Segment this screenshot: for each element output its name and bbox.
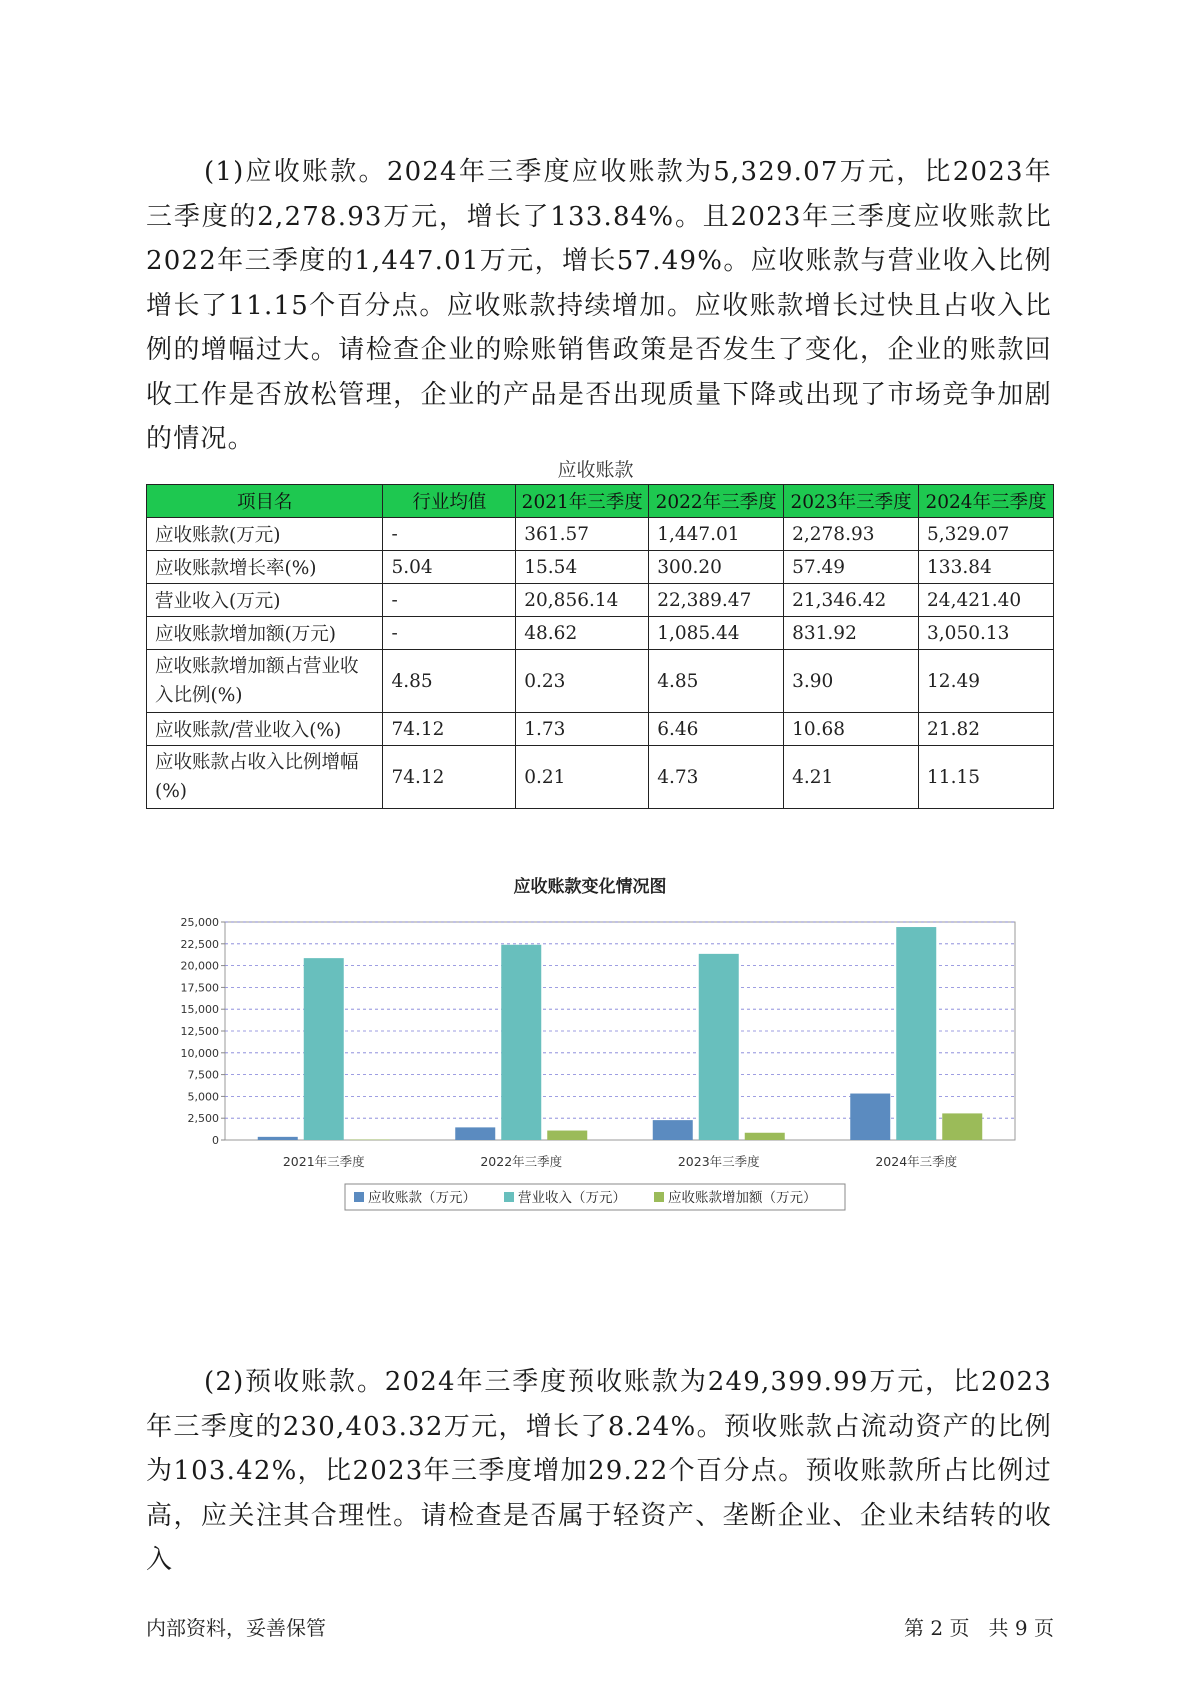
paragraph-advance-receipts-text: (2)预收账款。2024年三季度预收账款为249,399.99万元，比2023年三季度的230,403.32万元，增长了8.24%。预收账款占流动资产的比例为103.42%，比2023年三季度增加29.22个百分点。预收账款所占比例过高，应关注其合理性。请检查是否属于轻资产、垄断企业、企业未结转的收入 — [146, 1367, 1052, 1575]
bar — [699, 954, 739, 1140]
bar — [942, 1113, 982, 1140]
bar — [350, 1140, 390, 1141]
table-cell: 0.23 — [516, 650, 649, 713]
table-row — [147, 617, 1054, 650]
row-label: 应收账款增长率(%) — [147, 551, 383, 584]
y-tick-label: 15,000 — [180, 1003, 219, 1017]
table-cell: 11.15 — [919, 746, 1054, 809]
table-row — [147, 713, 1054, 746]
y-tick-label: 7,500 — [187, 1068, 219, 1082]
table-cell: 1,085.44 — [649, 617, 784, 650]
row-label: 应收账款增加额占营业收入比例(%) — [147, 650, 383, 713]
row-label: 营业收入(万元) — [147, 584, 383, 617]
receivables-table — [146, 484, 1054, 809]
table-cell: 2,278.93 — [784, 518, 919, 551]
y-tick-label: 22,500 — [180, 937, 219, 951]
y-tick-label: 12,500 — [180, 1025, 219, 1038]
table-cell: 6.46 — [649, 713, 784, 746]
table-cell: 24,421.40 — [919, 584, 1054, 617]
row-label: 应收账款占收入比例增幅(%) — [147, 746, 383, 809]
table-cell: 21.82 — [919, 713, 1054, 746]
table-cell: 831.92 — [784, 617, 919, 650]
table-cell: - — [383, 617, 516, 650]
table-cell: 361.57 — [516, 518, 649, 551]
legend-label: 营业收入（万元） — [518, 1190, 626, 1206]
footer-confidential-note: 内部资料，妥善保管 — [146, 1616, 326, 1640]
table-cell: 12.49 — [919, 650, 1054, 713]
header-cell: 项目名 — [147, 485, 383, 518]
table-cell: 57.49 — [784, 551, 919, 584]
footer-page-number — [904, 1612, 1054, 1641]
legend-swatch — [654, 1192, 664, 1202]
x-tick-label: 2024年三季度 — [875, 1154, 958, 1169]
table-cell: 3.90 — [784, 650, 919, 713]
table-cell: 5.04 — [383, 551, 516, 584]
table-cell: 4.85 — [383, 650, 516, 713]
table-cell: 22,389.47 — [649, 584, 784, 617]
table-cell: 21,346.42 — [784, 584, 919, 617]
legend-swatch — [504, 1192, 514, 1202]
table-cell: 300.20 — [649, 551, 784, 584]
footer-page-text: 第 2 页 共 9 页 — [904, 1616, 1054, 1640]
header-cell: 行业均值 — [383, 485, 516, 518]
y-tick-label: 5,000 — [187, 1090, 219, 1104]
bar — [850, 1094, 890, 1140]
table-title: 应收账款 — [557, 459, 634, 481]
header-cell: 2022年三季度 — [649, 485, 784, 518]
table-cell: - — [383, 584, 516, 617]
x-tick-label: 2022年三季度 — [480, 1154, 563, 1169]
row-label: 应收账款(万元) — [147, 518, 383, 551]
table-cell: 4.21 — [784, 746, 919, 809]
bar — [896, 927, 936, 1140]
table-row — [147, 551, 1054, 584]
table-cell: 133.84 — [919, 551, 1054, 584]
table-cell: - — [383, 518, 516, 551]
bar — [304, 958, 344, 1140]
y-tick-label: 25,000 — [180, 916, 219, 929]
y-tick-label: 2,500 — [187, 1112, 219, 1126]
y-tick-label: 10,000 — [180, 1046, 219, 1060]
legend-label: 应收账款（万元） — [368, 1190, 476, 1206]
table-cell: 15.54 — [516, 551, 649, 584]
y-tick-label: 20,000 — [180, 959, 219, 973]
table-cell: 20,856.14 — [516, 584, 649, 617]
paragraph-receivables-text: (1)应收账款。2024年三季度应收账款为5,329.07万元，比2023年三季度的2,278.93万元，增长了133.84%。且2023年三季度应收账款比2022年三季度的1,447.01万元，增长57.49%。应收账款与营业收入比例增长了11.15个百分点。应收账款持续增加。应收账款增长过快且占收入比例的增幅过大。请检查企业的赊账销售政策是否发生了变化，企业的账款回收工作是否放松管理，企业的产品是否出现质量下降或出现了市场竞争加剧的情况。 — [146, 157, 1052, 454]
header-cell: 2021年三季度 — [516, 485, 649, 518]
bar — [258, 1137, 298, 1140]
table-cell: 1.73 — [516, 713, 649, 746]
header-cell: 2024年三季度 — [919, 485, 1054, 518]
chart-title: 应收账款变化情况图 — [513, 877, 667, 897]
table-header-row — [147, 485, 1054, 518]
table-row — [147, 518, 1054, 551]
table-cell: 48.62 — [516, 617, 649, 650]
table-cell: 74.12 — [383, 746, 516, 809]
table-cell: 5,329.07 — [919, 518, 1054, 551]
bar — [547, 1131, 587, 1140]
receivables-chart — [150, 865, 1030, 1325]
x-tick-label: 2021年三季度 — [282, 1154, 365, 1169]
y-tick-label: 0 — [212, 1134, 219, 1147]
bar — [653, 1120, 693, 1140]
table-cell: 4.85 — [649, 650, 784, 713]
table-row — [147, 746, 1054, 809]
table-row — [147, 650, 1054, 713]
row-label: 应收账款增加额(万元) — [147, 617, 383, 650]
row-label: 应收账款/营业收入(%) — [147, 713, 383, 746]
x-tick-label: 2023年三季度 — [677, 1154, 760, 1169]
chart-canvas — [150, 865, 1030, 1325]
table-cell: 74.12 — [383, 713, 516, 746]
y-tick-label: 17,500 — [180, 981, 219, 995]
table-cell: 1,447.01 — [649, 518, 784, 551]
paragraph-advance-receipts — [146, 1360, 1052, 1583]
bar — [501, 945, 541, 1140]
table-cell: 0.21 — [516, 746, 649, 809]
legend-label: 应收账款增加额（万元） — [668, 1190, 817, 1206]
legend-swatch — [354, 1192, 364, 1202]
bar — [455, 1127, 495, 1140]
table-row — [147, 584, 1054, 617]
table-cell: 4.73 — [649, 746, 784, 809]
paragraph-receivables — [146, 150, 1052, 462]
table-cell: 3,050.13 — [919, 617, 1054, 650]
bar — [745, 1133, 785, 1140]
header-cell: 2023年三季度 — [784, 485, 919, 518]
table-cell: 10.68 — [784, 713, 919, 746]
